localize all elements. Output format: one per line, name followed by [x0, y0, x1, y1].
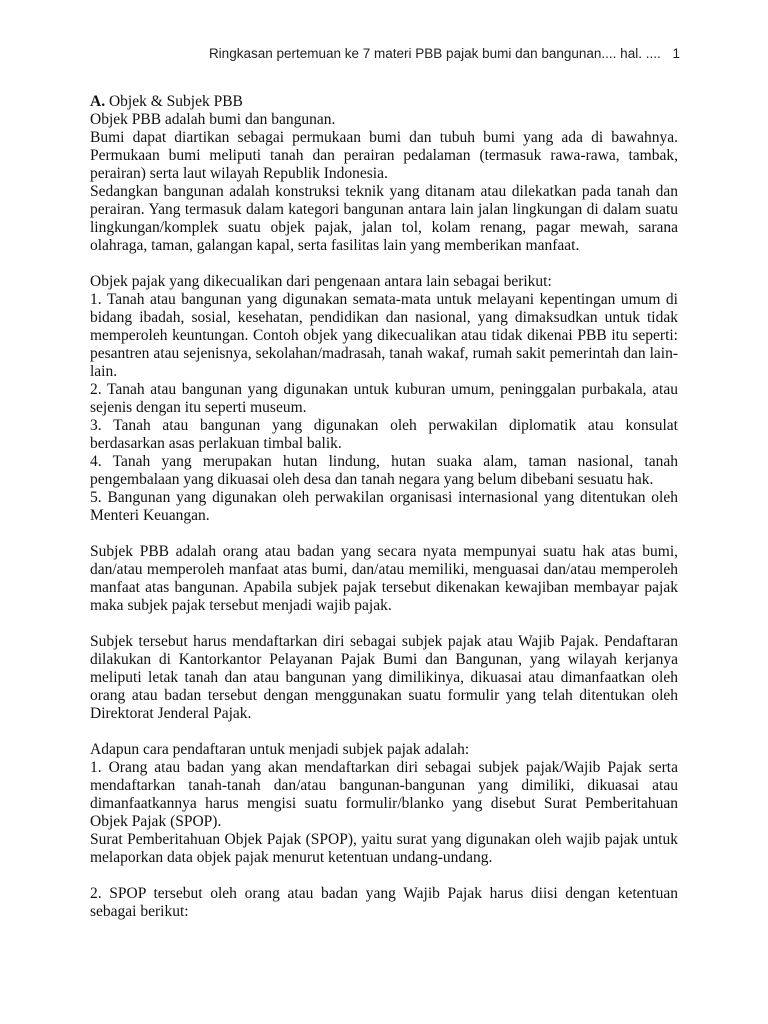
paragraph-bangunan: Sedangkan bangunan adalah konstruksi teknik yang ditanam atau dilekatkan pada tanah dan perairan. Yang termasuk dalam kategori bangunan antara lain jalan lingkungan di dalam suatu lingkungan/komplek suatu objek pajak, jalan tol, kolam renang, pagar mewah, sarana olahraga, taman, galangan kapal, serta fasilitas lain yang memberikan manfaat. [90, 183, 678, 254]
list-item-exception-3: 3. Tanah atau bangunan yang digunakan oleh perwakilan diplomatik atau konsulat berdasarkan asas perlakuan timbal balik. [90, 417, 678, 452]
paragraph-spacer [90, 867, 678, 885]
paragraph-spacer [90, 255, 678, 273]
section-heading [90, 93, 678, 111]
list-item-exception-5: 5. Bangunan yang digunakan oleh perwakilan organisasi internasional yang ditentukan oleh Menteri Keuangan. [90, 489, 678, 524]
list-item-exception-4: 4. Tanah yang merupakan hutan lindung, hutan suaka alam, taman nasional, tanah pengembalaan yang dikuasai oleh desa dan tanah negara yang belum dibebani sesuatu hak. [90, 453, 678, 488]
section-letter: A. [90, 93, 106, 110]
paragraph-spacer [90, 615, 678, 633]
document-body [90, 93, 678, 921]
list-item-exception-1: 1. Tanah atau bangunan yang digunakan semata-mata untuk melayani kepentingan umum di bidang ibadah, sosial, kesehatan, pendidikan dan nasional, yang dimaksudkan untuk tidak memperoleh keuntungan. Contoh objek yang dikecualikan atau tidak dikenai PBB itu seperti: pesantren atau sejenisnya, sekolahan/madrasah, tanah wakaf, rumah sakit pemerintah dan lain-lain. [90, 291, 678, 380]
paragraph-spacer [90, 525, 678, 543]
list-item-registration-2: 2. SPOP tersebut oleh orang atau badan yang Wajib Pajak harus diisi dengan ketentuan sebagai berikut: [90, 885, 678, 920]
paragraph-exceptions-intro: Objek pajak yang dikecualikan dari pengenaan antara lain sebagai berikut: [90, 273, 552, 290]
paragraph-subjek-pbb: Subjek PBB adalah orang atau badan yang secara nyata mempunyai suatu hak atas bumi, dan/atau memperoleh manfaat atas bumi, dan/atau memiliki, menguasai dan/atau memperoleh manfaat atas bangunan. Apabila subjek pajak tersebut dikenakan kewajiban membayar pajak maka subjek pajak tersebut menjadi wajib pajak. [90, 543, 678, 614]
paragraph-registration-intro: Adapun cara pendaftaran untuk menjadi subjek pajak adalah: [90, 741, 470, 758]
page-number: 1 [672, 46, 680, 61]
paragraph-bumi: Bumi dapat diartikan sebagai permukaan bumi dan tubuh bumi yang ada di bawahnya. Permukaan bumi meliputi tanah dan perairan pedalaman (termasuk rawa-rawa, tambak, perairan) serta laut wilayah Republik Indonesia. [90, 129, 678, 182]
list-item-registration-1: 1. Orang atau badan yang akan mendaftarkan diri sebagai subjek pajak/Wajib Pajak serta mendaftarkan tanah-tanah dan/atau bangunan-bangunan yang dimiliki, dikuasai atau dimanfaatkannya harus mengisi suatu formulir/blanko yang disebut Surat Pemberitahuan Objek Pajak (SPOP). [90, 759, 678, 830]
list-item-exception-2: 2. Tanah atau bangunan yang digunakan untuk kuburan umum, peninggalan purbakala, atau sejenis dengan itu seperti museum. [90, 381, 678, 416]
running-header [209, 46, 680, 61]
header-text: Ringkasan pertemuan ke 7 materi PBB pajak bumi dan bangunan.... hal. .... [208, 46, 661, 61]
paragraph-spop-definition: Surat Pemberitahuan Objek Pajak (SPOP), yaitu surat yang digunakan oleh wajib pajak untuk melaporkan data objek pajak menurut ketentuan undang-undang. [90, 831, 678, 866]
section-title: Objek & Subjek PBB [108, 93, 243, 110]
paragraph-spacer [90, 723, 678, 741]
paragraph-pendaftaran: Subjek tersebut harus mendaftarkan diri sebagai subjek pajak atau Wajib Pajak. Pendaftaran dilakukan di Kantorkantor Pelayanan Pajak Bumi dan Bangunan, yang wilayah kerjanya meliputi letak tanah dan atau bangunan yang dimilikinya, dikuasai atau dimanfaatkan oleh orang atau badan tersebut dengan menggunakan suatu formulir yang telah ditentukan oleh Direktorat Jenderal Pajak. [90, 633, 678, 722]
paragraph-objek-pbb: Objek PBB adalah bumi dan bangunan. [90, 111, 336, 128]
